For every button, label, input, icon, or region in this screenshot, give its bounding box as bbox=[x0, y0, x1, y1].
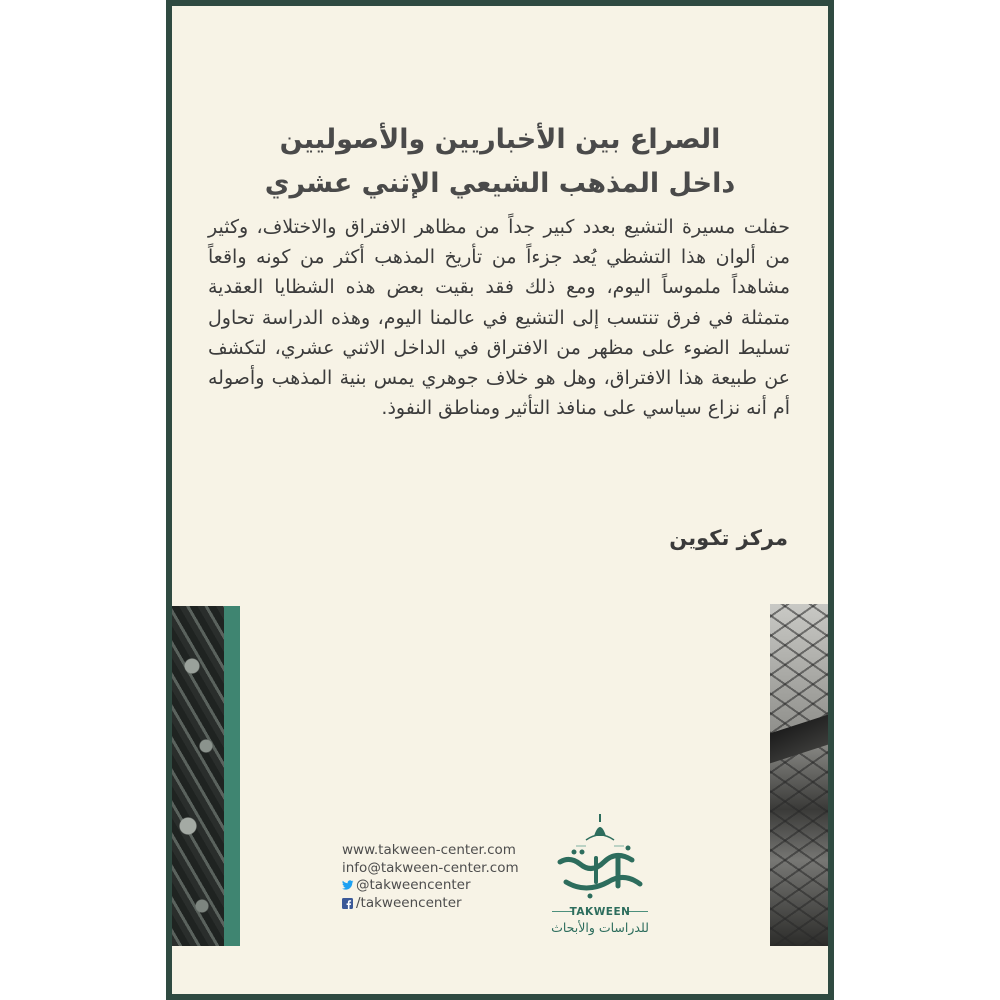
website-row[interactable] bbox=[342, 842, 519, 860]
title-line-2: داخل المذهب الشيعي الإثني عشري bbox=[264, 168, 736, 199]
facebook-row[interactable] bbox=[342, 895, 519, 913]
contact-info bbox=[342, 842, 519, 912]
left-accent-bar bbox=[224, 606, 240, 946]
facebook-icon bbox=[342, 898, 354, 909]
author-name: مركز تكوين bbox=[669, 526, 788, 550]
email-row[interactable] bbox=[342, 860, 519, 878]
left-photo-strip bbox=[172, 606, 224, 946]
twitter-handle[interactable]: @takweencenter bbox=[356, 877, 471, 893]
logo-subtitle-ar: للدراسات والأبحاث bbox=[551, 920, 649, 935]
title-line-1: الصراع بين الأخباريين والأصوليين bbox=[279, 124, 721, 155]
twitter-row[interactable] bbox=[342, 877, 519, 895]
book-back-cover bbox=[166, 0, 834, 1000]
twitter-icon bbox=[342, 880, 354, 891]
email-link[interactable]: info@takween-center.com bbox=[342, 859, 519, 876]
book-description: حفلت مسيرة التشيع بعدد كبير جداً من مظاهر الافتراق والاختلاف، وكثير من ألوان هذا التشظي يُعد جزءاً من تأريخ المذهب أكثر من كونه واقعاً مشاهداً ملموساً اليوم، ومع ذلك فقد بقيت بعض هذه الشظايا العقدية متمثلة في فرق تنتسب إلى التشيع في عالمنا اليوم، وهذه الدراسة تحاول تسليط الضوء على مظهر من الافتراق في الداخل الاثني عشري، لتكشف عن طبيعة هذا الافتراق، وهل هو خلاف جوهري يمس بنية المذهب وأصوله أم أنه نزاع سياسي على منافذ التأثير ومناطق النفوذ. bbox=[208, 216, 790, 420]
logo-name-en: TAKWEEN bbox=[569, 906, 631, 918]
right-photo-strip bbox=[770, 604, 828, 946]
book-title bbox=[212, 118, 788, 206]
facebook-handle[interactable]: /takweencenter bbox=[356, 894, 462, 911]
website-link[interactable]: www.takween-center.com bbox=[342, 842, 516, 858]
